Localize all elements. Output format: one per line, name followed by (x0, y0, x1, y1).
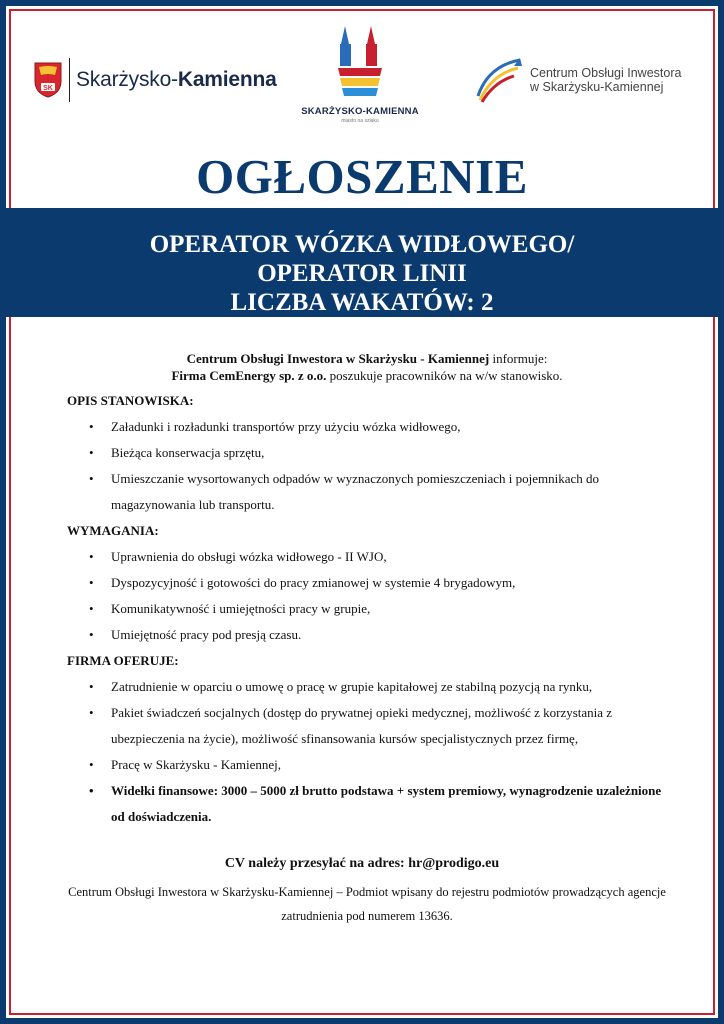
city-logo-tagline: miasto na szlaku (341, 118, 379, 124)
coat-of-arms-icon (33, 61, 63, 99)
list-item: • Dyspozycyjność i gotowości do pracy zmianowej w systemie 4 brygadowym, (89, 570, 667, 596)
list-item: • Bieżąca konserwacja sprzętu, (89, 440, 667, 466)
investor-center-text (530, 66, 681, 94)
page-title: OGŁOSZENIE (196, 149, 528, 204)
skarzysko-kamienna-logo (33, 58, 277, 102)
banner-line-2: OPERATOR LINII (257, 260, 467, 287)
swoosh-arrow-icon (474, 56, 524, 104)
city-logo (290, 26, 430, 124)
logo-divider (69, 58, 70, 102)
list-item: • Pakiet świadczeń socjalnych (dostęp do prywatnej opieki medycznej, możliwość z korzystania z ubezpieczenia na życie), możliwość sfinansowania kursów specjalistycznych przez firmę, (89, 700, 667, 752)
section-heading-description: OPIS STANOWISKA: (67, 393, 194, 408)
description-list (67, 414, 667, 518)
left-logo-text (76, 68, 277, 92)
intro-informs: informuje: (489, 351, 548, 366)
requirements-list (67, 544, 667, 648)
cv-contact-line: CV należy przesyłać na adres: hr@prodigo.eu (224, 856, 500, 871)
intro-company: Firma CemEnergy sp. z o.o. (171, 368, 327, 383)
section-heading-requirements: WYMAGANIA: (67, 523, 159, 538)
list-item: • Umieszczanie wysortowanych odpadów w wyznaczonych pomieszczeniach i pojemnikach do magazynowania lub transportu. (89, 466, 667, 518)
investor-center-logo (474, 56, 681, 104)
left-logo-bold: Kamienna (177, 68, 277, 91)
investor-center-line2: w Skarżysku-Kamiennej (530, 80, 664, 94)
intro-seeking: poszukuje pracowników na w/w stanowisko. (326, 368, 563, 383)
list-item: • Uprawnienia do obsługi wózka widłowego - II WJO, (89, 544, 667, 570)
intro (67, 350, 667, 384)
left-logo-prefix: Skarżysko- (76, 68, 178, 91)
section-heading-offer: FIRMA OFERUJE: (67, 653, 179, 668)
intro-line-1 (67, 350, 667, 367)
banner-line-3: LICZBA WAKATÓW: 2 (230, 289, 494, 316)
list-item: • Umiejętność pracy pod presją czasu. (89, 622, 667, 648)
coat-letters: SK (43, 85, 53, 92)
list-item: • Załadunki i rozładunki transportów przy użyciu wózka widłowego, (89, 414, 667, 440)
church-towers-icon (335, 26, 385, 104)
footer-note: Centrum Obsługi Inwestora w Skarżysku-Kamiennej – Podmiot wpisany do rejestru podmiotów prowadzących agencje zatrudnienia pod numerem 13636. (68, 885, 666, 923)
list-item: • Komunikatywność i umiejętności pracy w grupie, (89, 596, 667, 622)
city-logo-name: SKARŻYSKO-KAMIENNA (301, 106, 419, 117)
intro-line-2 (67, 367, 667, 384)
offer-list (67, 674, 667, 830)
announcement-body (67, 350, 667, 830)
list-item: • Pracę w Skarżysku - Kamiennej, (89, 752, 667, 778)
investor-center-line1: Centrum Obsługi Inwestora (530, 66, 682, 80)
intro-org: Centrum Obsługi Inwestora w Skarżysku - Kamiennej (186, 351, 490, 366)
position-banner (0, 208, 724, 317)
salary-range-item: • Widełki finansowe: 3000 – 5000 zł brutto podstawa + system premiowy, wynagrodzenie uzależnione od doświadczenia. (89, 778, 667, 830)
list-item: • Zatrudnienie w oparciu o umowę o pracę w grupie kapitałowej ze stabilną pozycją na rynku, (89, 674, 667, 700)
banner-line-1: OPERATOR WÓZKA WIDŁOWEGO/ (149, 231, 575, 258)
